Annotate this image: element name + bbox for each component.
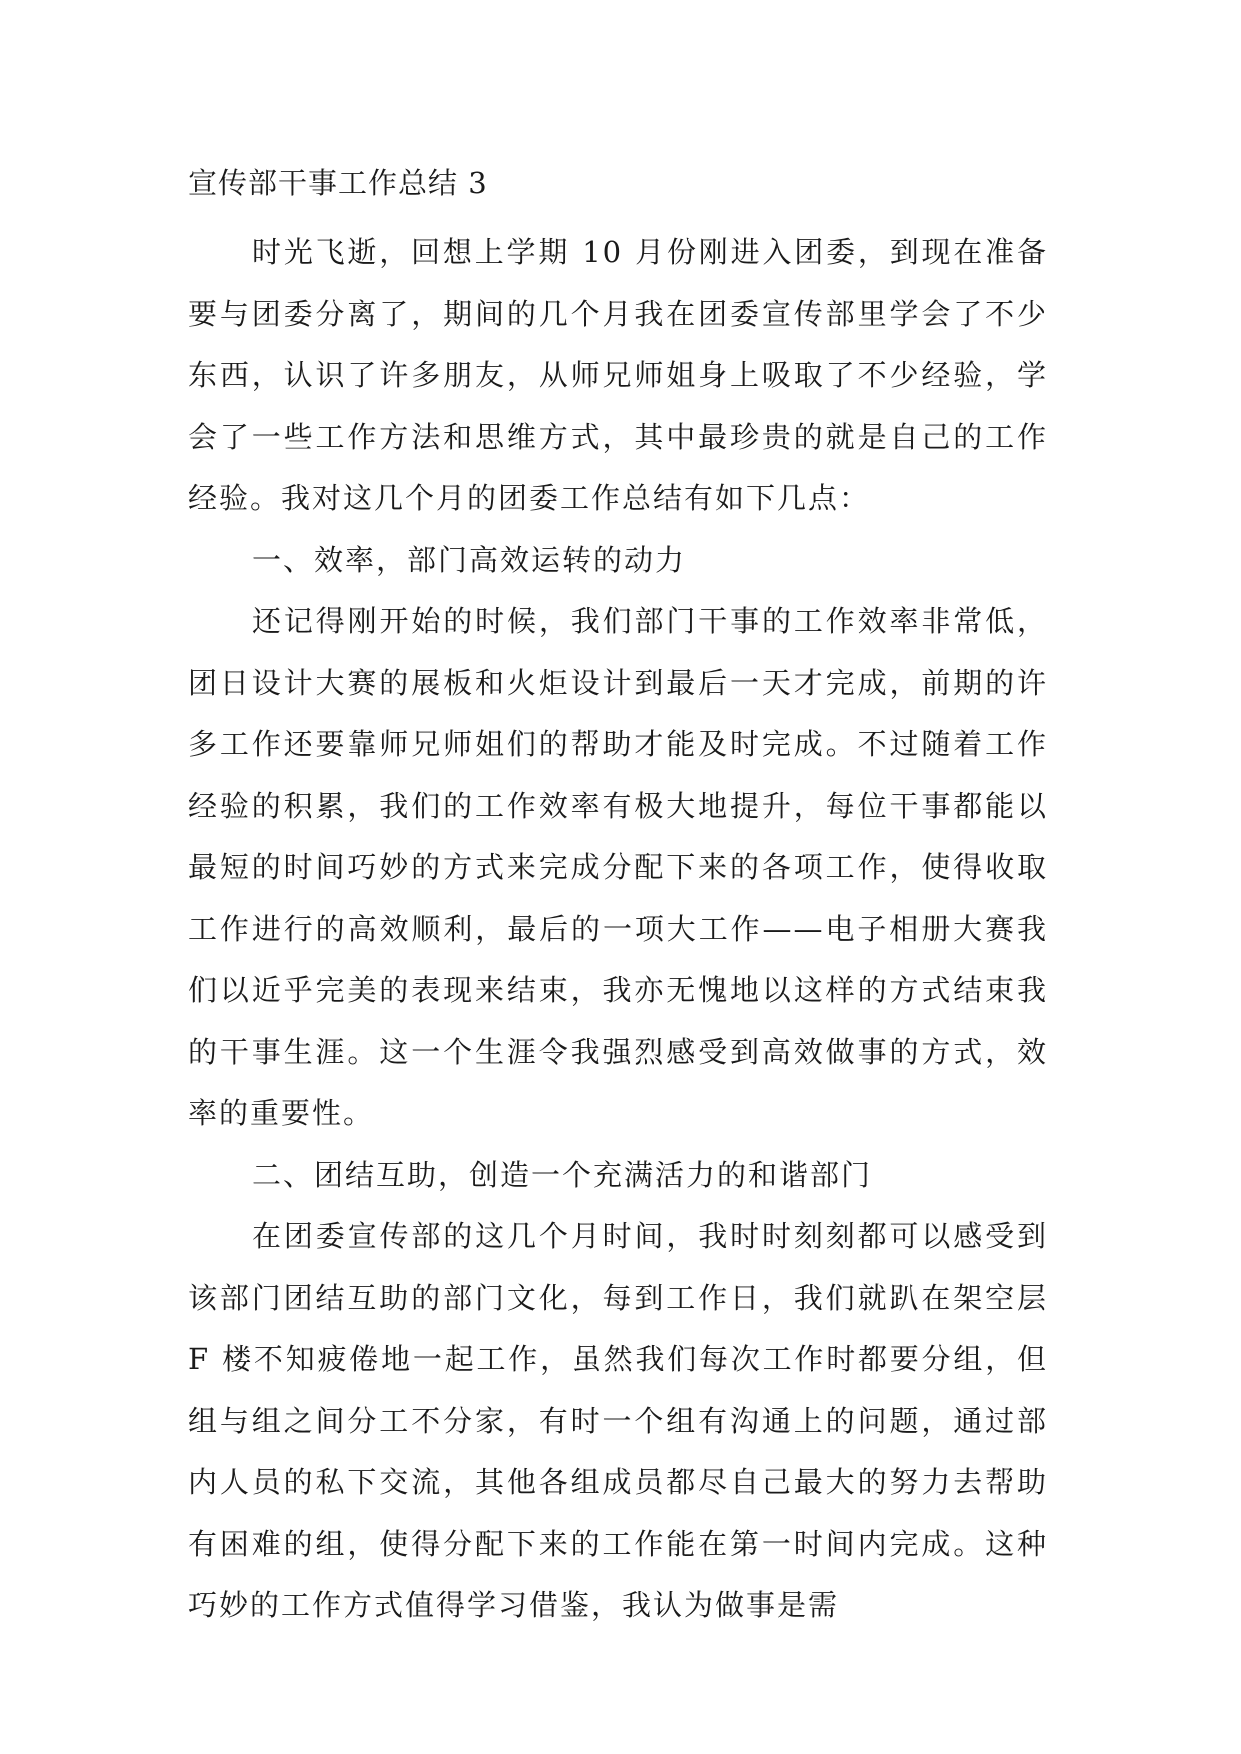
efficiency-paragraph: 还记得刚开始的时候，我们部门干事的工作效率非常低，团日设计大赛的展板和火炬设计到最后一天才完成，前期的许多工作还要靠师兄师姐们的帮助才能及时完成。不过随着工作经验的积累，我们的工作效率有极大地提升，每位干事都能以最短的时间巧妙的方式来完成分配下来的各项工作，使得收取工作进行的高效顺利，最后的一项大工作——电子相册大赛我们以近乎完美的表现来结束，我亦无愧地以这样的方式结束我的干事生涯。这一个生涯令我强烈感受到高效做事的方式，效率的重要性。 (188, 604, 1048, 1130)
section-heading-efficiency: 一、效率，部门高效运转的动力 (252, 542, 687, 577)
document-title: 宣传部干事工作总结 3 (188, 166, 488, 200)
intro-paragraph: 时光飞逝，回想上学期 10 月份刚进入团委，到现在准备要与团委分离了，期间的几个月我在团委宣传部里学会了不少东西，认识了许多朋友，从师兄师姐身上吸取了不少经验，学会了一些工作方法和思维方式，其中最珍贵的就是自己的工作经验。我对这几个月的团委工作总结有如下几点： (188, 235, 1048, 515)
teamwork-paragraph: 在团委宣传部的这几个月时间，我时时刻刻都可以感受到该部门团结互助的部门文化，每到工作日，我们就趴在架空层 F 楼不知疲倦地一起工作，虽然我们每次工作时都要分组，但组与组之间分工不分家，有时一个组有沟通上的问题，通过部内人员的私下交流，其他各组成员都尽自己最大的努力去帮助有困难的组，使得分配下来的工作能在第一时间内完成。这种巧妙的工作方式值得学习借鉴，我认为做事是需 (188, 1219, 1048, 1622)
document-body (188, 222, 1048, 1637)
section-heading-teamwork: 二、团结互助，创造一个充满活力的和谐部门 (252, 1157, 873, 1192)
